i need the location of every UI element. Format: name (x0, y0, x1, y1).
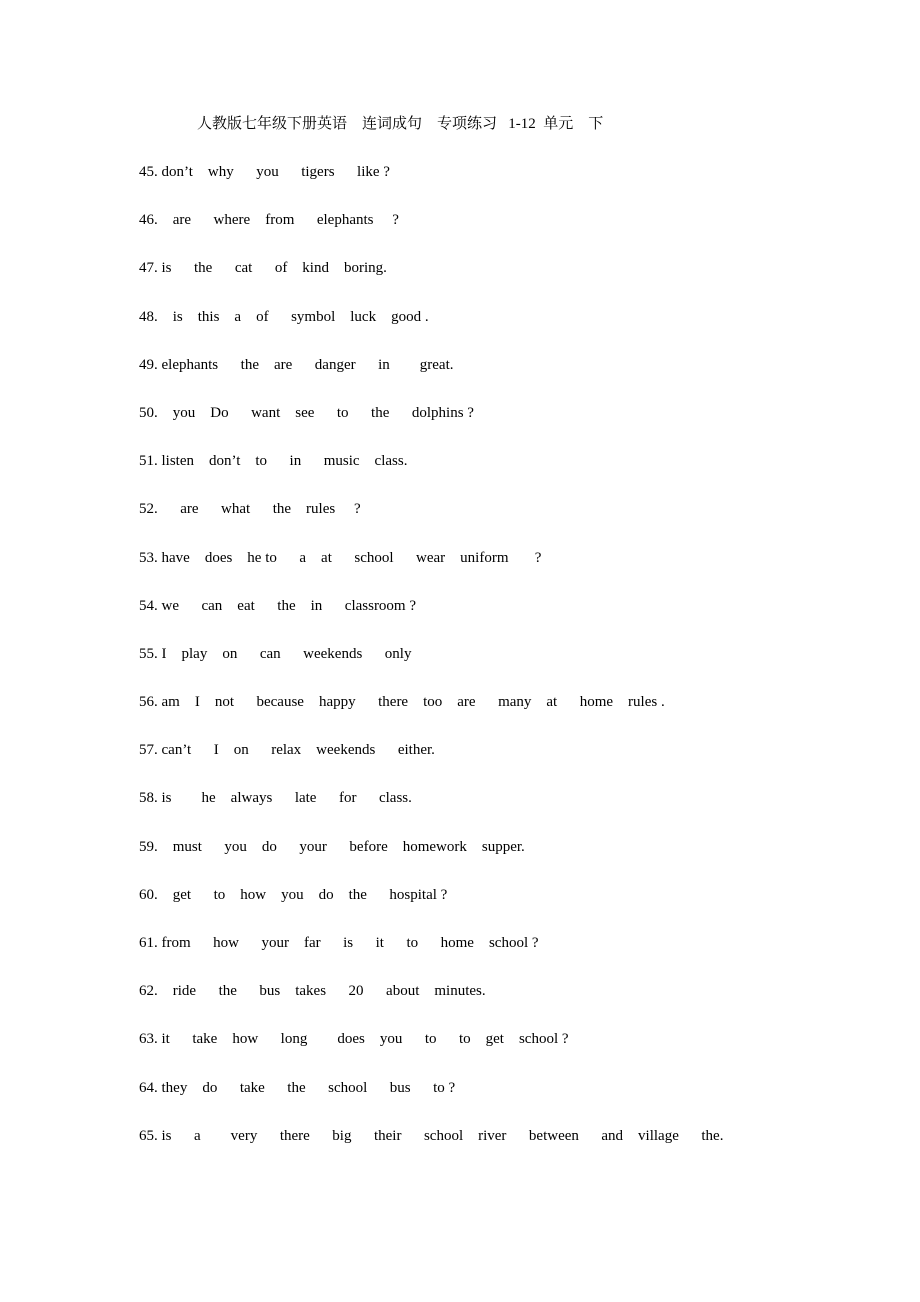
exercise-item: 55. I play on can weekends only (139, 645, 412, 662)
exercise-item: 49. elephants the are danger in great. (139, 356, 454, 373)
exercise-item: 54. we can eat the in classroom ? (139, 597, 417, 614)
exercise-item: 45. don’t why you tigers like ? (139, 164, 390, 180)
exercise-item: 63. it take how long does you to to get school ? (139, 1031, 569, 1048)
exercise-item: 53. have does he to a at school wear uniform ? (139, 549, 542, 566)
exercise-item: 56. am I not because happy there too are many at home rules . (139, 694, 665, 711)
page-title: 人教版七年级下册英语 连词成句 专项练习 1-12 单元 下 (197, 116, 604, 132)
exercise-item: 62. ride the bus takes 20 about minutes. (139, 983, 486, 1000)
exercise-item: 57. can’t I on relax weekends either. (139, 742, 435, 759)
exercise-item: 64. they do take the school bus to ? (139, 1079, 456, 1096)
exercise-item: 61. from how your far is it to home school ? (139, 935, 539, 951)
exercise-item: 51. listen don’t to in music class. (139, 453, 408, 470)
exercise-item: 48. is this a of symbol luck good . (139, 308, 429, 325)
exercise-item: 60. get to how you do the hospital ? (139, 886, 448, 903)
exercise-list (139, 162, 879, 1174)
exercise-item: 46. are where from elephants ? (139, 212, 399, 229)
exercise-item: 59. must you do your before homework supper. (139, 838, 525, 855)
exercise-item: 52. are what the rules ? (139, 501, 361, 518)
exercise-item: 58. is he always late for class. (139, 790, 412, 807)
exercise-item: 65. is a very there big their school river between and village the. (139, 1127, 724, 1144)
exercise-item: 50. you Do want see to the dolphins ? (139, 404, 474, 421)
exercise-item: 47. is the cat of kind boring. (139, 260, 387, 277)
